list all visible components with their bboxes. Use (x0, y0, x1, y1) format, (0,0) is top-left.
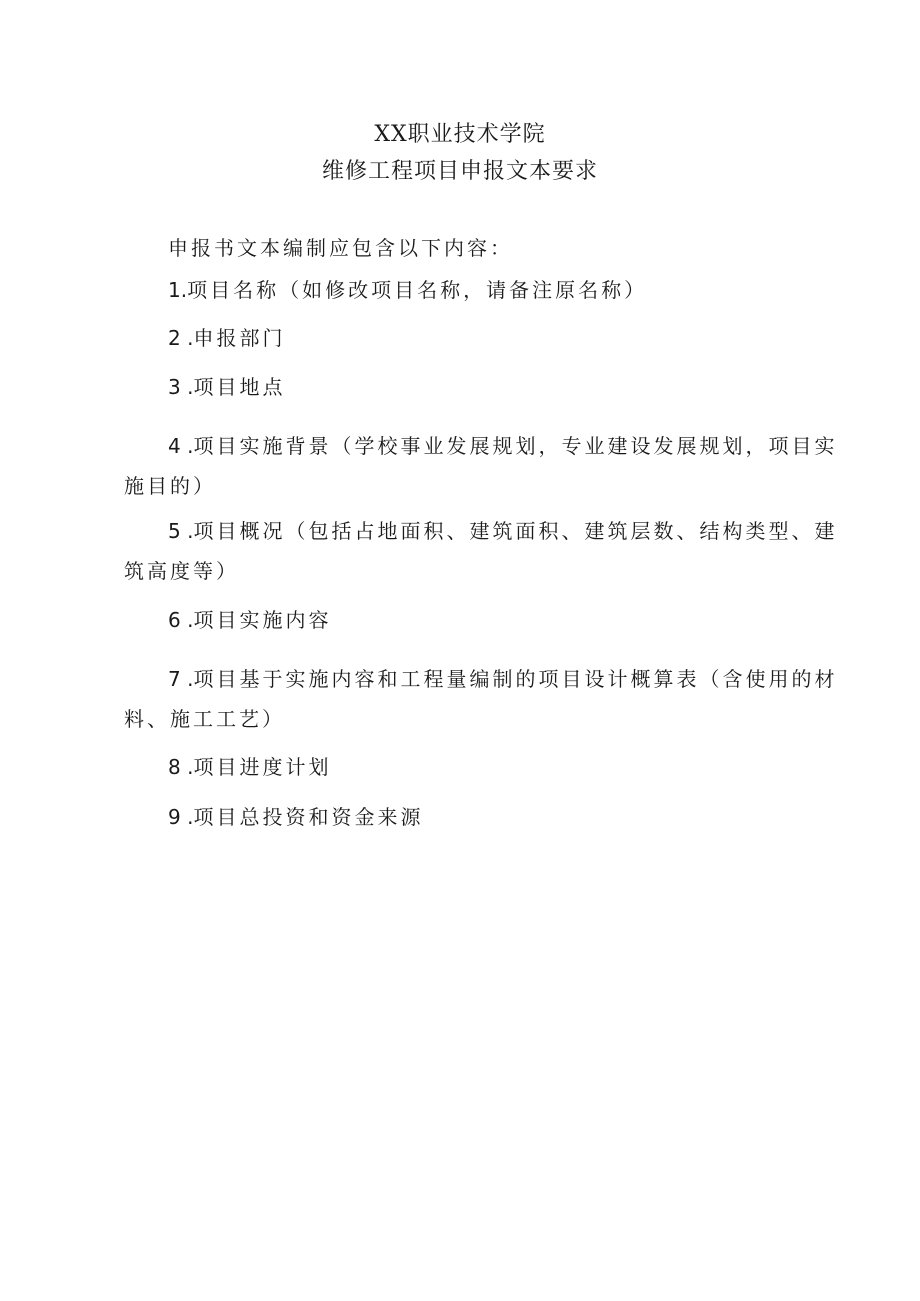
item-separator: . (180, 375, 194, 399)
item-number: 5 (168, 519, 181, 543)
item-number: 1 (168, 278, 181, 302)
list-item (124, 797, 888, 837)
item-separator: . (180, 278, 188, 302)
list-item (124, 318, 888, 358)
document-subtitle: 维修工程项目申报文本要求 (321, 159, 598, 184)
list-item (124, 659, 844, 739)
item-text: 项目地点 (193, 375, 286, 399)
item-text: 项目概况（包括占地面积、建筑面积、建筑层数、结构类型、建筑高度等） (124, 519, 838, 583)
document-title: XX职业技术学院 (374, 122, 546, 147)
list-item (124, 270, 888, 310)
item-text: 项目总投资和资金来源 (193, 805, 424, 829)
list-item (124, 367, 888, 407)
list-item (124, 600, 888, 640)
item-separator: . (180, 667, 194, 691)
list-item (124, 511, 844, 591)
item-number: 9 (168, 805, 181, 829)
item-text: 项目进度计划 (193, 755, 332, 779)
item-separator: . (180, 519, 194, 543)
item-number: 6 (168, 608, 181, 632)
item-text: 项目实施内容 (193, 608, 332, 632)
item-number: 8 (168, 755, 181, 779)
item-text: 项目实施背景（学校事业发展规划，专业建设发展规划，项目实施目的） (124, 434, 838, 498)
list-item (124, 747, 888, 787)
item-number: 2 (168, 326, 181, 350)
item-separator: . (180, 608, 194, 632)
item-text: 项目名称（如修改项目名称，请备注原名称） (187, 278, 648, 302)
item-separator: . (180, 755, 194, 779)
list-item (124, 426, 844, 506)
item-separator: . (180, 326, 194, 350)
item-separator: . (180, 805, 194, 829)
item-number: 4 (168, 434, 181, 458)
item-number: 7 (168, 667, 181, 691)
item-separator: . (180, 434, 194, 458)
intro-text: 申报书文本编制应包含以下内容： (168, 236, 513, 260)
item-number: 3 (168, 375, 181, 399)
item-text: 项目基于实施内容和工程量编制的项目设计概算表（含使用的材料、施工工艺） (124, 667, 838, 731)
item-text: 申报部门 (193, 326, 286, 350)
